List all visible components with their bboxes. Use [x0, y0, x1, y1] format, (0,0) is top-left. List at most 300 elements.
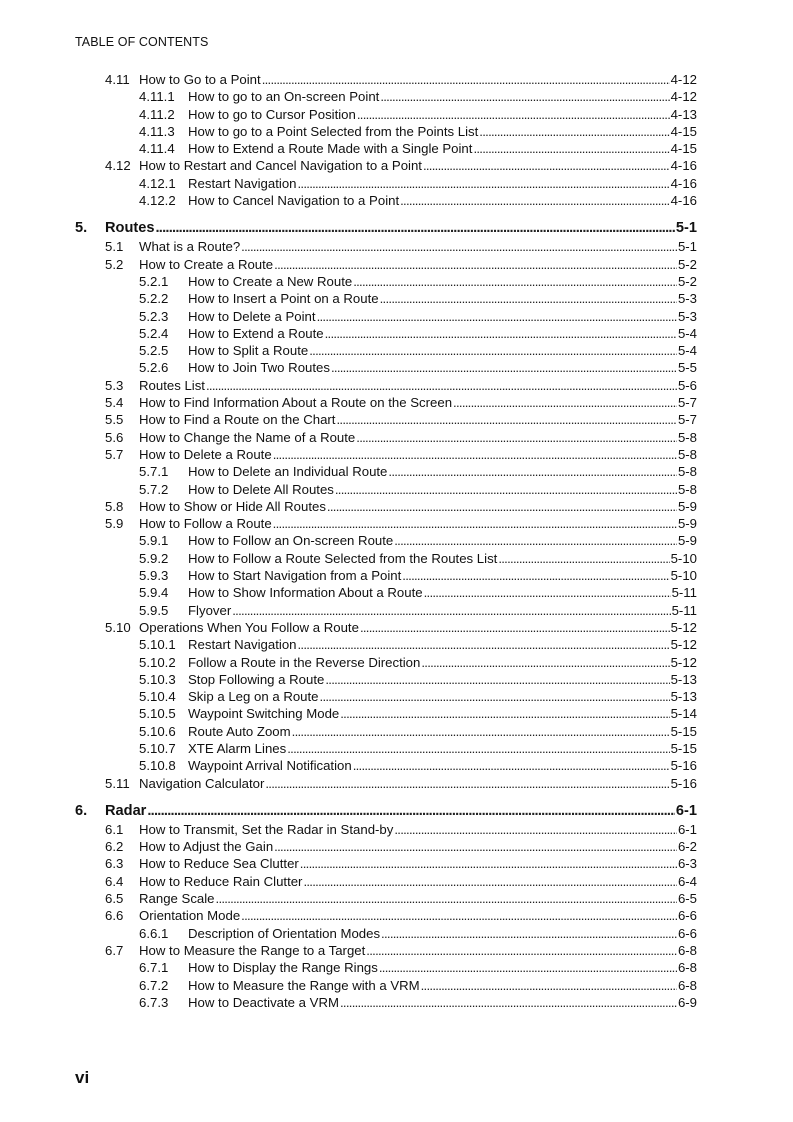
toc-section-number: 5.10.7	[139, 740, 176, 756]
dot-leader	[232, 602, 670, 619]
toc-entry-line	[188, 994, 697, 1011]
toc-entry-line	[188, 977, 697, 994]
toc-section-number: 5.10.5	[139, 706, 176, 722]
toc-page-number: 5-8	[677, 446, 697, 462]
toc-title: Range Scale	[139, 891, 215, 907]
dot-leader	[366, 942, 677, 959]
toc-entry[interactable]	[0, 140, 793, 157]
toc-title: Orientation Mode	[139, 908, 241, 924]
dot-leader	[340, 994, 677, 1011]
toc-entry-line	[139, 411, 697, 428]
toc-page-number: 5-5	[677, 360, 697, 376]
toc-title: Skip a Leg on a Route	[188, 689, 319, 705]
toc-entry[interactable]	[0, 925, 793, 942]
toc-entry-line	[188, 192, 697, 209]
toc-title: How to Delete All Routes	[188, 481, 334, 497]
dot-leader	[292, 723, 670, 740]
toc-entry-line	[188, 602, 697, 619]
toc-title: How to Change the Name of a Route	[139, 429, 356, 445]
toc-entry-line	[188, 584, 697, 601]
toc-title: How to Reduce Sea Clutter	[139, 856, 299, 872]
toc-entry[interactable]	[0, 175, 793, 192]
toc-entry[interactable]	[0, 838, 793, 855]
toc-section-number: 6.7	[105, 942, 124, 958]
toc-entry-line	[188, 925, 697, 942]
toc-entry[interactable]	[0, 636, 793, 653]
dot-leader	[331, 359, 677, 376]
toc-chapter[interactable]	[0, 801, 793, 821]
toc-entry[interactable]	[0, 873, 793, 890]
toc-page-number: 5-2	[677, 256, 697, 272]
toc-entry-line	[188, 463, 697, 480]
toc-entry[interactable]	[0, 619, 793, 636]
toc-page-number: 4-16	[670, 175, 697, 191]
dot-leader	[421, 977, 677, 994]
dot-leader	[320, 688, 670, 705]
toc-title: How to go to a Point Selected from the Points List	[188, 123, 479, 139]
dot-leader	[498, 550, 669, 567]
dot-leader	[274, 256, 677, 273]
toc-section-number: 4.12.1	[139, 175, 176, 191]
toc-page-number: 5-7	[677, 412, 697, 428]
toc-entry[interactable]	[0, 238, 793, 255]
toc-title: Restart Navigation	[188, 175, 297, 191]
toc-section-number: 5.9.3	[139, 568, 169, 584]
toc-section-number: 6.3	[105, 856, 124, 872]
toc-title: How to Display the Range Rings	[188, 960, 378, 976]
dot-leader	[360, 619, 670, 636]
toc-title: Stop Following a Route	[188, 671, 325, 687]
toc-section-number: 5.8	[105, 498, 124, 514]
toc-entry[interactable]	[0, 977, 793, 994]
toc-entry-line	[188, 757, 697, 774]
toc-entry[interactable]	[0, 71, 793, 88]
toc-section-number: 6.7.2	[139, 977, 169, 993]
toc-section-number: 4.11.4	[139, 141, 175, 157]
dot-leader	[273, 515, 677, 532]
toc-section-number: 5.10.8	[139, 758, 176, 774]
toc-page-number: 4-16	[670, 193, 697, 209]
dot-leader	[380, 290, 677, 307]
toc-page-number: 5-11	[671, 602, 697, 618]
toc-entry-line	[139, 873, 697, 890]
toc-page-number: 5-12	[670, 619, 697, 635]
toc-entry-line	[188, 671, 697, 688]
toc-entry[interactable]	[0, 855, 793, 872]
toc-title: How to Cancel Navigation to a Point	[188, 193, 400, 209]
toc-section-number: 5.10.6	[139, 723, 176, 739]
toc-title: How to Delete a Route	[139, 446, 272, 462]
toc-entry-line	[139, 942, 697, 959]
toc-entry[interactable]	[0, 359, 793, 376]
toc-page-number: 6-8	[677, 960, 697, 976]
toc-title: Description of Orientation Modes	[188, 925, 381, 941]
toc-section-number: 6.2	[105, 839, 124, 855]
toc-entry[interactable]	[0, 106, 793, 123]
toc-entry[interactable]	[0, 775, 793, 792]
toc-section-number: 5.9.4	[139, 585, 169, 601]
toc-page-number: 6-9	[677, 994, 697, 1010]
toc-entry[interactable]	[0, 88, 793, 105]
toc-entry-line	[188, 688, 697, 705]
toc-section-number: 5.10.1	[139, 637, 176, 653]
dot-leader	[297, 175, 669, 192]
toc-entry[interactable]	[0, 308, 793, 325]
toc-section-number: 5.4	[105, 395, 124, 411]
toc-page-number: 5-8	[677, 481, 697, 497]
toc-entry-line	[139, 775, 697, 792]
toc-entry-line	[188, 342, 697, 359]
toc-entry-line	[139, 515, 697, 532]
toc-section-number: 5.9.5	[139, 602, 169, 618]
toc-entry-line	[139, 256, 697, 273]
toc-entry-line	[188, 325, 697, 342]
table-of-contents	[0, 71, 793, 1011]
toc-section-number: 6.4	[105, 873, 124, 889]
toc-page-number: 5-12	[670, 637, 697, 653]
toc-title: How to Start Navigation from a Point	[188, 568, 402, 584]
toc-entry[interactable]	[0, 325, 793, 342]
toc-section-number: 5.2.5	[139, 343, 169, 359]
toc-section-number: 5.7.2	[139, 481, 169, 497]
toc-entry-line	[139, 890, 697, 907]
dot-leader	[147, 801, 675, 821]
toc-title: How to Find a Route on the Chart	[139, 412, 336, 428]
toc-section-number: 4.11	[105, 72, 130, 87]
toc-title: How to Split a Route	[188, 343, 309, 359]
toc-page-number: 5-1	[675, 220, 697, 237]
dot-leader	[274, 838, 677, 855]
dot-leader	[380, 88, 669, 105]
toc-entry[interactable]	[0, 654, 793, 671]
toc-entry[interactable]	[0, 342, 793, 359]
toc-section-number: 6.	[75, 802, 88, 819]
toc-section-number: 5.9.2	[139, 550, 169, 566]
toc-entry-line	[139, 838, 697, 855]
dot-leader	[423, 157, 670, 174]
toc-entry[interactable]	[0, 959, 793, 976]
dot-leader	[473, 140, 669, 157]
dot-leader	[381, 925, 677, 942]
toc-section-number: 5.10	[105, 619, 131, 635]
dot-leader	[287, 740, 669, 757]
toc-page-number: 5-14	[670, 706, 697, 722]
toc-page-number: 5-6	[677, 377, 697, 393]
dot-leader	[353, 757, 670, 774]
toc-page-number: 4-12	[670, 89, 697, 105]
toc-entry-line	[188, 705, 697, 722]
toc-entry[interactable]	[0, 463, 793, 480]
toc-title: How to Join Two Routes	[188, 360, 330, 376]
toc-title: How to Insert a Point on a Route	[188, 291, 379, 307]
dot-leader	[453, 394, 677, 411]
toc-entry-line	[188, 740, 697, 757]
dot-leader	[309, 342, 677, 359]
toc-title: Route Auto Zoom	[188, 723, 291, 739]
dot-leader	[357, 106, 670, 123]
toc-entry-line	[188, 550, 697, 567]
toc-section-number: 6.1	[105, 821, 124, 837]
toc-title: How to Follow a Route	[139, 516, 272, 532]
toc-entry[interactable]	[0, 532, 793, 549]
toc-page-number: 6-5	[677, 891, 697, 907]
toc-title: Restart Navigation	[188, 637, 297, 653]
toc-page-number: 4-16	[670, 158, 697, 174]
toc-entry[interactable]	[0, 377, 793, 394]
toc-section-number: 5.6	[105, 429, 124, 445]
toc-page-number: 5-8	[677, 429, 697, 445]
toc-entry[interactable]	[0, 290, 793, 307]
toc-entry-line	[188, 359, 697, 376]
dot-leader	[379, 959, 677, 976]
toc-page-number: 5-12	[670, 654, 697, 670]
toc-page-number: 5-13	[670, 689, 697, 705]
dot-leader	[273, 446, 677, 463]
toc-entry[interactable]	[0, 688, 793, 705]
toc-entry[interactable]	[0, 907, 793, 924]
dot-leader	[325, 671, 669, 688]
toc-page-number: 6-1	[675, 802, 697, 819]
toc-entry-line	[188, 636, 697, 653]
toc-page-number: 5-3	[677, 308, 697, 324]
toc-entry-line	[188, 532, 697, 549]
toc-entry[interactable]	[0, 273, 793, 290]
toc-section-number: 5.2	[105, 256, 124, 272]
toc-entry-line	[105, 218, 697, 238]
toc-page-number: 6-8	[677, 942, 697, 958]
toc-entry-line	[188, 273, 697, 290]
toc-entry-line	[188, 959, 697, 976]
dot-leader	[400, 192, 669, 209]
toc-section-number: 5.2.2	[139, 291, 169, 307]
toc-title: How to Measure the Range to a Target	[139, 942, 366, 958]
toc-entry[interactable]	[0, 498, 793, 515]
toc-page-number: 5-9	[677, 498, 697, 514]
dot-leader	[300, 855, 677, 872]
toc-title: How to Create a New Route	[188, 273, 353, 289]
toc-entry[interactable]	[0, 123, 793, 140]
toc-entry[interactable]	[0, 723, 793, 740]
toc-page-number: 6-1	[677, 821, 697, 837]
toc-title: How to Deactivate a VRM	[188, 994, 339, 1010]
toc-page-number: 5-4	[677, 343, 697, 359]
toc-title: Routes	[105, 220, 155, 237]
toc-entry[interactable]	[0, 890, 793, 907]
toc-section-number: 5.1	[105, 239, 124, 255]
toc-section-number: 5.2.6	[139, 360, 169, 376]
toc-title: How to Restart and Cancel Navigation to a Point	[139, 158, 422, 174]
toc-section-number: 5.7	[105, 446, 124, 462]
toc-entry[interactable]	[0, 567, 793, 584]
toc-title: How to Extend a Route Made with a Single Point	[188, 141, 473, 157]
toc-title: XTE Alarm Lines	[188, 740, 287, 756]
toc-section-number: 4.11.2	[139, 106, 175, 122]
toc-entry-line	[188, 88, 697, 105]
toc-entry[interactable]	[0, 429, 793, 446]
toc-entry-line	[139, 394, 697, 411]
toc-page-number: 4-15	[670, 141, 697, 157]
dot-leader	[303, 873, 676, 890]
toc-section-number: 6.5	[105, 891, 124, 907]
dot-leader	[479, 123, 669, 140]
toc-title: How to Show Information About a Route	[188, 585, 423, 601]
toc-title: Navigation Calculator	[139, 775, 265, 791]
toc-title: How to Go to a Point	[139, 72, 261, 87]
toc-page-number: 6-2	[677, 839, 697, 855]
toc-page-number: 4-15	[670, 123, 697, 139]
toc-section-number: 5.7.1	[139, 464, 169, 480]
toc-page-number: 6-8	[677, 977, 697, 993]
toc-title: How to Follow a Route Selected from the Routes List	[188, 550, 498, 566]
toc-entry-line	[139, 855, 697, 872]
toc-entry-line	[139, 238, 697, 255]
toc-title: How to go to Cursor Position	[188, 106, 356, 122]
toc-section-number: 4.12	[105, 158, 131, 174]
dot-leader	[340, 705, 669, 722]
toc-page-number: 6-3	[677, 856, 697, 872]
dot-leader	[297, 636, 669, 653]
toc-title: Operations When You Follow a Route	[139, 619, 359, 635]
toc-page-number: 5-8	[677, 464, 697, 480]
toc-entry[interactable]	[0, 705, 793, 722]
toc-entry[interactable]	[0, 157, 793, 174]
toc-section-number: 5.10.2	[139, 654, 176, 670]
toc-page-number: 5-3	[677, 291, 697, 307]
dot-leader	[327, 498, 677, 515]
toc-page-number: 5-16	[670, 758, 697, 774]
toc-entry-line	[139, 377, 697, 394]
toc-entry-line	[105, 801, 697, 821]
running-header: TABLE OF CONTENTS	[75, 35, 209, 49]
toc-entry-line	[188, 175, 697, 192]
toc-entry-line	[188, 290, 697, 307]
dot-leader	[241, 238, 677, 255]
toc-section-number: 5.9.1	[139, 533, 169, 549]
toc-title: How to Reduce Rain Clutter	[139, 873, 303, 889]
toc-section-number: 6.7.1	[139, 960, 169, 976]
toc-page-number: 5-4	[677, 325, 697, 341]
toc-entry[interactable]	[0, 446, 793, 463]
toc-page-number: 5-10	[670, 550, 697, 566]
toc-page-number: 6-4	[677, 873, 697, 889]
dot-leader	[356, 429, 677, 446]
toc-page-number: 6-6	[677, 908, 697, 924]
toc-entry-line	[139, 429, 697, 446]
toc-page-number: 5-10	[670, 568, 697, 584]
toc-section-number: 5.5	[105, 412, 124, 428]
toc-title: Follow a Route in the Reverse Direction	[188, 654, 421, 670]
dot-leader	[424, 584, 671, 601]
dot-leader	[394, 532, 677, 549]
toc-entry[interactable]	[0, 192, 793, 209]
dot-leader	[155, 218, 674, 238]
toc-entry-line	[188, 481, 697, 498]
toc-title: How to Measure the Range with a VRM	[188, 977, 420, 993]
toc-entry-line	[188, 123, 697, 140]
dot-leader	[206, 377, 677, 394]
dot-leader	[216, 890, 677, 907]
dot-leader	[317, 308, 677, 325]
toc-title: How to Show or Hide All Routes	[139, 498, 326, 514]
dot-leader	[241, 907, 677, 924]
toc-entry[interactable]	[0, 550, 793, 567]
toc-entry[interactable]	[0, 584, 793, 601]
toc-section-number: 4.11.3	[139, 123, 175, 139]
toc-entry-line	[139, 498, 697, 515]
toc-page-number: 4-12	[670, 72, 697, 87]
toc-entry[interactable]	[0, 256, 793, 273]
dot-leader	[335, 481, 677, 498]
toc-entry-line	[139, 446, 697, 463]
toc-entry[interactable]	[0, 515, 793, 532]
toc-section-number: 6.6	[105, 908, 124, 924]
toc-title: How to Find Information About a Route on the Screen	[139, 395, 453, 411]
dot-leader	[262, 71, 670, 88]
toc-section-number: 4.12.2	[139, 193, 176, 209]
toc-section-number: 5.2.3	[139, 308, 169, 324]
toc-entry-line	[139, 157, 697, 174]
toc-entry-line	[188, 140, 697, 157]
toc-section-number: 5.	[75, 220, 88, 237]
toc-title: Flyover	[188, 602, 232, 618]
toc-entry-line	[188, 567, 697, 584]
toc-entry[interactable]	[0, 994, 793, 1011]
toc-page-number: 4-13	[670, 106, 697, 122]
toc-title: How to Transmit, Set the Radar in Stand-by	[139, 821, 394, 837]
page-number: vi	[75, 1068, 90, 1087]
dot-leader	[388, 463, 677, 480]
toc-entry[interactable]	[0, 671, 793, 688]
toc-title: Waypoint Arrival Notification	[188, 758, 352, 774]
dot-leader	[353, 273, 677, 290]
dot-leader	[402, 567, 669, 584]
toc-section-number: 5.3	[105, 377, 124, 393]
toc-entry-line	[188, 654, 697, 671]
toc-entry-line	[188, 308, 697, 325]
toc-section-number: 6.6.1	[139, 925, 169, 941]
toc-page-number: 5-15	[670, 740, 697, 756]
dot-leader	[394, 821, 677, 838]
toc-section-number: 5.10.3	[139, 671, 176, 687]
toc-entry[interactable]	[0, 757, 793, 774]
toc-page-number: 5-16	[670, 775, 697, 791]
toc-entry-line	[139, 907, 697, 924]
toc-entry[interactable]	[0, 602, 793, 619]
toc-page-number: 5-15	[670, 723, 697, 739]
toc-entry-line	[139, 619, 697, 636]
toc-entry-line	[188, 106, 697, 123]
toc-page-number: 5-9	[677, 516, 697, 532]
toc-section-number: 5.11	[105, 775, 130, 791]
toc-entry[interactable]	[0, 740, 793, 757]
toc-entry[interactable]	[0, 481, 793, 498]
toc-title: How to Adjust the Gain	[139, 839, 274, 855]
toc-entry[interactable]	[0, 411, 793, 428]
toc-title: How to go to an On-screen Point	[188, 89, 380, 105]
toc-entry[interactable]	[0, 821, 793, 838]
toc-section-number: 5.2.4	[139, 325, 169, 341]
toc-chapter[interactable]	[0, 218, 793, 238]
toc-section-number: 6.7.3	[139, 994, 169, 1010]
toc-title: How to Create a Route	[139, 256, 274, 272]
toc-entry[interactable]	[0, 942, 793, 959]
toc-page-number: 5-11	[671, 585, 697, 601]
toc-title: Waypoint Switching Mode	[188, 706, 340, 722]
toc-title: What is a Route?	[139, 239, 241, 255]
toc-page-number: 5-7	[677, 395, 697, 411]
toc-page-number: 6-6	[677, 925, 697, 941]
toc-entry[interactable]	[0, 394, 793, 411]
